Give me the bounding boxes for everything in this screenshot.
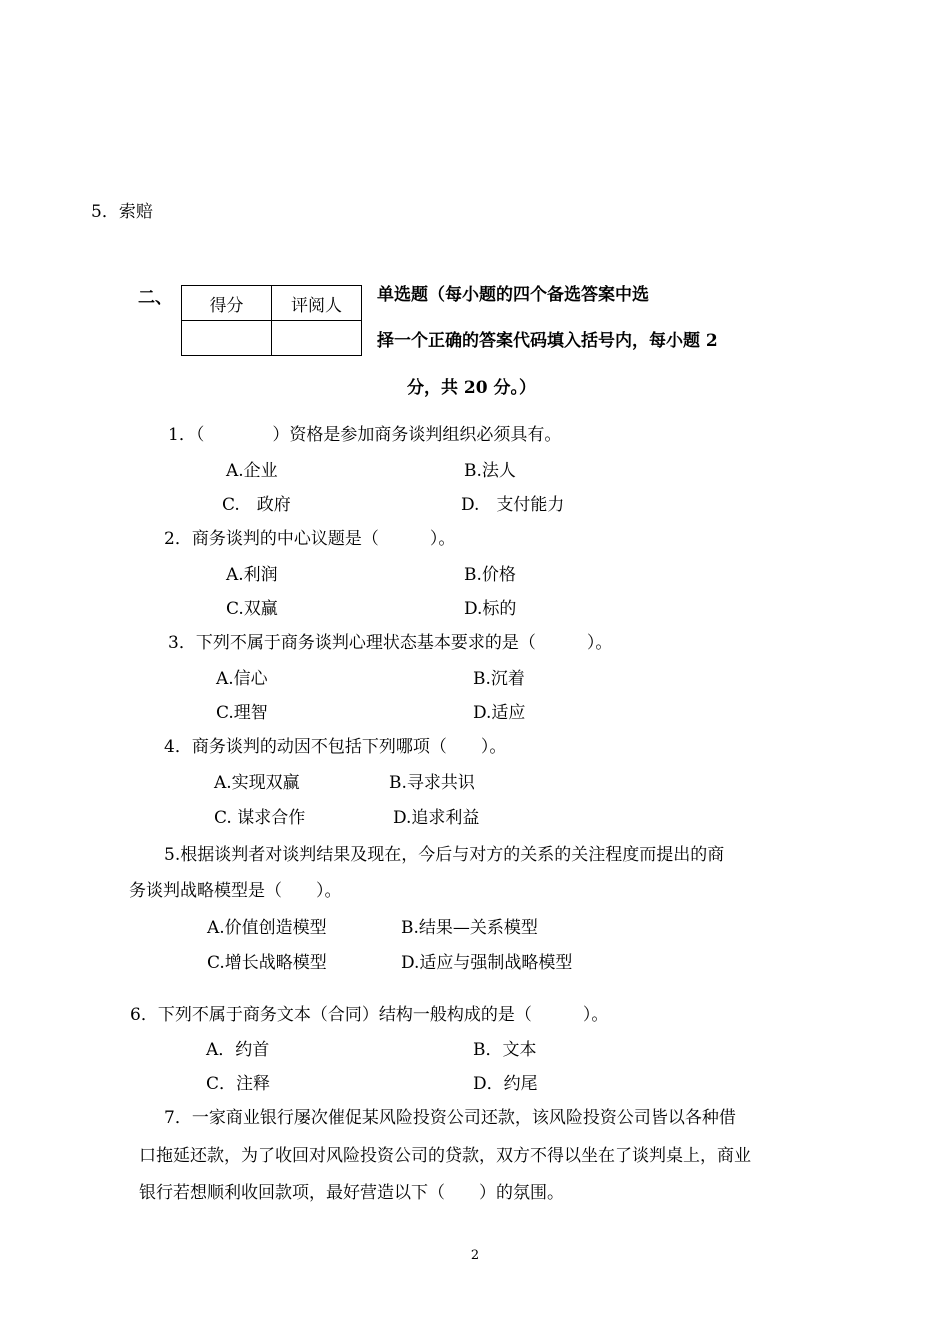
question-3-option-d: D.适应: [473, 703, 526, 723]
question-4-option-c: C. 谋求合作: [214, 808, 306, 828]
question-5-option-c: C.增长战略模型: [207, 953, 327, 973]
question-1-option-c: C. 政府: [222, 495, 291, 515]
question-3-option-a: A.信心: [216, 669, 268, 689]
section-number: 二、: [138, 288, 172, 308]
prev-item: 5．索赔: [91, 202, 153, 222]
question-4-stem: 4．商务谈判的动因不包括下列哪项（ ）。: [164, 737, 507, 757]
question-5-stem-line-1: 5.根据谈判者对谈判结果及现在，今后与对方的关系的关注程度而提出的商: [164, 845, 725, 865]
question-1-option-b: B.法人: [464, 461, 516, 481]
score-header: 得分: [182, 286, 272, 321]
question-3-option-b: B.沉着: [473, 669, 525, 689]
section-title-line-1: 单选题（每小题的四个备选答案中选: [377, 285, 649, 305]
question-2-option-d: D.标的: [464, 599, 517, 619]
question-4-option-d: D.追求利益: [393, 808, 480, 828]
question-3-option-c: C.理智: [216, 703, 268, 723]
question-7-stem-line-1: 7．一家商业银行屡次催促某风险投资公司还款，该风险投资公司皆以各种借: [164, 1108, 736, 1128]
question-5-option-b: B.结果—关系模型: [401, 918, 538, 938]
question-5-stem-line-2: 务谈判战略模型是（ ）。: [129, 881, 342, 901]
question-2-option-a: A.利润: [226, 565, 278, 585]
page-number: 2: [470, 1248, 480, 1263]
question-7-stem-line-2: 口拖延还款，为了收回对风险投资公司的贷款，双方不得以坐在了谈判桌上，商业: [139, 1146, 751, 1166]
question-2-stem: 2．商务谈判的中心议题是（ ）。: [164, 529, 456, 549]
score-table: [181, 285, 362, 356]
question-4-option-a: A.实现双赢: [214, 773, 300, 793]
question-4-option-b: B.寻求共识: [389, 773, 475, 793]
question-6-option-d: D．约尾: [473, 1074, 538, 1094]
section-title-line-3: 分，共 20 分。）: [407, 378, 536, 398]
question-6-option-b: B．文本: [473, 1040, 537, 1060]
question-1-option-d: D. 支付能力: [461, 495, 565, 515]
question-5-option-d: D.适应与强制战略模型: [401, 953, 573, 973]
question-2-option-c: C.双赢: [226, 599, 278, 619]
section-title-line-2: 择一个正确的答案代码填入括号内，每小题 2: [377, 331, 718, 351]
question-2-option-b: B.价格: [464, 565, 516, 585]
question-6-stem: 6．下列不属于商务文本（合同）结构一般构成的是（ ）。: [130, 1005, 609, 1025]
question-6-option-a: A．约首: [206, 1040, 270, 1060]
question-1-option-a: A.企业: [226, 461, 278, 481]
question-5-option-a: A.价值创造模型: [207, 918, 327, 938]
question-3-stem: 3．下列不属于商务谈判心理状态基本要求的是（ ）。: [168, 633, 613, 653]
reviewer-header: 评阅人: [272, 286, 362, 321]
question-1-stem: 1．（ ）资格是参加商务谈判组织必须具有。: [168, 425, 562, 445]
question-7-stem-line-3: 银行若想顺利收回款项，最好营造以下（ ）的氛围。: [139, 1183, 564, 1203]
score-cell: [182, 321, 272, 356]
reviewer-cell: [272, 321, 362, 356]
question-6-option-c: C．注释: [206, 1074, 271, 1094]
